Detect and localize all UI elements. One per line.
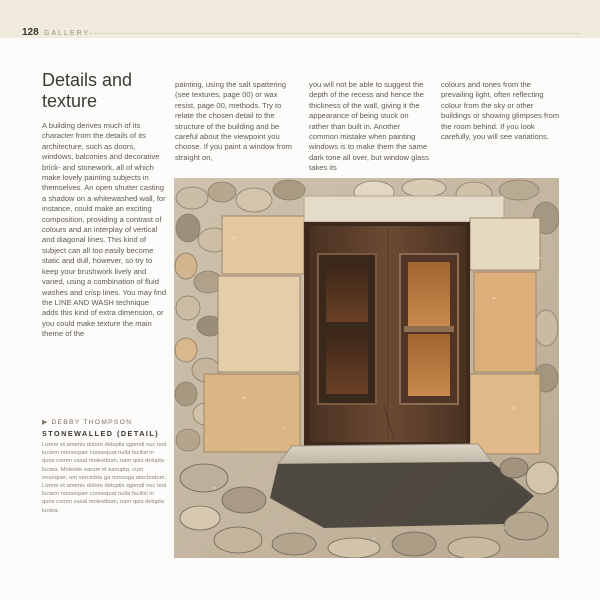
body-column-1 bbox=[42, 121, 167, 340]
stone-window-painting bbox=[174, 178, 559, 558]
body-column-3 bbox=[309, 80, 429, 174]
body-text-col2: painting, using the salt spattering (see textures, page 00) or wax resist, page 00, methods. Try to relate the chosen detail to the structure of the building and be careful about the viewpoint you choose. If you paint a window from straight on, bbox=[175, 80, 292, 162]
article-title: Details and texture bbox=[42, 70, 133, 111]
sill-shadow bbox=[270, 462, 534, 528]
caption-artist-row bbox=[42, 418, 167, 428]
body-text-col3: you will not be able to suggest the depth of the recess and hence the thickness of the wall, giving it the appearance of being stuck on rather than built in. Another common mistake when painting windows is to make them the same dark tone all over, but window glass takes its bbox=[309, 80, 429, 173]
page-header bbox=[0, 0, 600, 38]
page-number: 128 bbox=[22, 27, 39, 38]
caption-arrow-icon: ▶ bbox=[42, 419, 49, 426]
caption-title: STONEWALLED (DETAIL) bbox=[42, 429, 160, 438]
section-label: GALLERY bbox=[44, 30, 91, 37]
caption-artist: DEBBY THOMPSON bbox=[51, 419, 133, 426]
painting-svg bbox=[174, 178, 559, 558]
body-column-4 bbox=[441, 80, 561, 142]
body-column-2 bbox=[175, 80, 295, 163]
painting-caption bbox=[42, 418, 167, 515]
body-text-col4: colours and tones from the prevailing light, often reflecting colour from the sky or other buildings or showing glimpses from the room behind. If you look carefully, you will see variations. bbox=[441, 80, 560, 142]
right-quoin-blocks bbox=[470, 218, 540, 454]
window-sill bbox=[278, 444, 492, 464]
right-window-panel bbox=[400, 254, 458, 404]
left-window-panel bbox=[318, 254, 376, 404]
caption-body: Lorem et amenis dolore deluptis sgiendi nuc test luctem nonsequer consequat nulla facilisi in quos comm vasal molestitum, nam quis delupta luctea. Molestie earum et kanupta, cum onsequer, um vercinbta ga nonsuga atechodum, Lorem et amenis dolore deluptis sgiendi nuc test luctem nonsequer consequat nulla facilisi in quos comm vasal molestitum, nam quis delupta luctea. bbox=[42, 442, 167, 514]
header-divider bbox=[90, 33, 580, 34]
body-text-col1: A building derives much of its character from the details of its architecture, such as doors, windows, balconies and decorative brick- and stonework, all of which make lovely painting subjects in themselves. An open shutter casting a shadow on a whitewashed wall, for instance, could make an exciting composition, providing a contrast of colours and an interplay of vertical and diagonal lines. This kind of subject can all too easily become static and dull, however, so try to keep your brushwork lively and varied, using a combination of fluid washes and crisp lines. You may find the LINE AND WASH technique adds this kind of extra dimension, or you could make texture the main theme of the bbox=[42, 121, 167, 339]
